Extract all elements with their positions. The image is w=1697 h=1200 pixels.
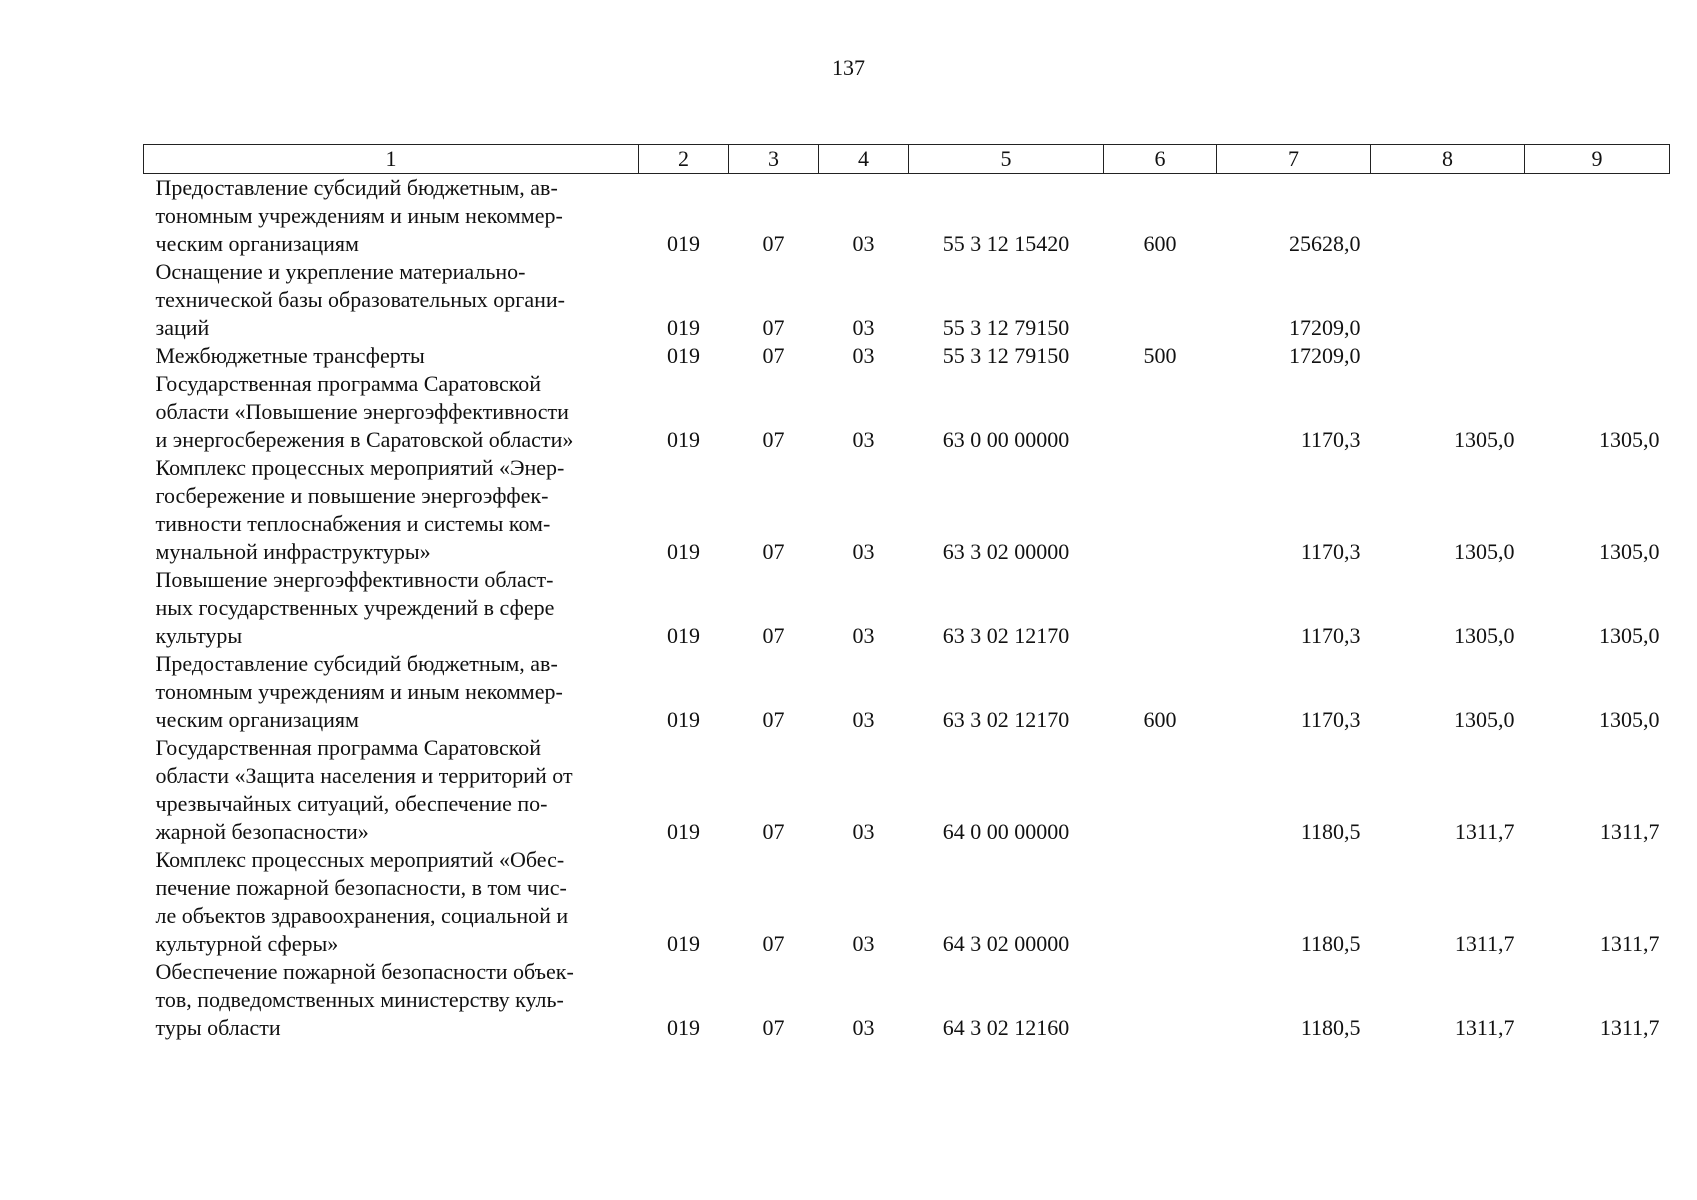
cell-col2: 019 — [667, 623, 700, 648]
cell-col4: 03 — [852, 819, 875, 844]
cell-col6: 600 — [1143, 707, 1177, 732]
row-name: Комплекс процессных мероприятий «Обес- печение пожарной безопасности, в том чис- ле объектов здравоохранения, социальной и культурной сферы» — [155, 847, 569, 956]
cell-col4: 03 — [852, 707, 875, 732]
cell-col8: 1305,0 — [1454, 623, 1515, 648]
cell-col7: 17209,0 — [1289, 315, 1361, 340]
cell-col8 — [1371, 174, 1525, 259]
cell-col2: 019 — [667, 343, 700, 368]
table-row — [144, 846, 1670, 958]
cell-col6: 500 — [1143, 343, 1177, 368]
cell-col6 — [1104, 734, 1217, 846]
cell-col7: 1180,5 — [1300, 1015, 1361, 1040]
cell-col7: 1180,5 — [1300, 819, 1361, 844]
cell-col5: 64 3 02 00000 — [942, 931, 1070, 956]
column-header: 9 — [1525, 145, 1670, 174]
cell-col2: 019 — [667, 707, 700, 732]
cell-col8: 1311,7 — [1454, 819, 1515, 844]
cell-col5: 55 3 12 79150 — [942, 343, 1070, 368]
row-name: Оснащение и укрепление материально- технической базы образовательных органи- заций — [155, 259, 565, 340]
cell-col7: 1170,3 — [1300, 623, 1361, 648]
cell-col9 — [1525, 258, 1670, 342]
column-header: 5 — [909, 145, 1104, 174]
cell-col6 — [1104, 370, 1217, 454]
cell-col2: 019 — [667, 231, 700, 256]
cell-col4: 03 — [852, 343, 875, 368]
row-name: Обеспечение пожарной безопасности объек- тов, подведомственных министерству куль- туры области — [155, 959, 574, 1040]
column-header: 7 — [1217, 145, 1371, 174]
cell-col9: 1311,7 — [1599, 931, 1660, 956]
cell-col6 — [1104, 566, 1217, 650]
cell-col9: 1305,0 — [1599, 539, 1660, 564]
cell-col7: 1170,3 — [1300, 707, 1361, 732]
cell-col4: 03 — [852, 623, 875, 648]
cell-col2: 019 — [667, 931, 700, 956]
cell-col9 — [1525, 174, 1670, 259]
cell-col8 — [1371, 258, 1525, 342]
cell-col4: 03 — [852, 931, 875, 956]
cell-col3: 07 — [762, 623, 785, 648]
cell-col2: 019 — [667, 1015, 700, 1040]
cell-col8: 1305,0 — [1454, 707, 1515, 732]
cell-col8 — [1371, 342, 1525, 370]
cell-col3: 07 — [762, 1015, 785, 1040]
cell-col4: 03 — [852, 231, 875, 256]
cell-col6 — [1104, 258, 1217, 342]
budget-table — [143, 144, 1670, 1042]
cell-col4: 03 — [852, 1015, 875, 1040]
cell-col9: 1311,7 — [1599, 819, 1660, 844]
table-row — [144, 342, 1670, 370]
row-name: Межбюджетные трансферты — [155, 343, 425, 368]
table-row — [144, 174, 1670, 259]
table-row — [144, 566, 1670, 650]
column-header: 4 — [819, 145, 909, 174]
cell-col7: 1170,3 — [1300, 427, 1361, 452]
table-row — [144, 370, 1670, 454]
row-name: Комплекс процессных мероприятий «Энер- госбережение и повышение энергоэффек- тивности теплоснабжения и системы ком- мунальной инфраструктуры» — [155, 455, 565, 564]
cell-col9 — [1525, 342, 1670, 370]
cell-col2: 019 — [667, 315, 700, 340]
cell-col6 — [1104, 846, 1217, 958]
column-header: 8 — [1371, 145, 1525, 174]
cell-col8: 1305,0 — [1454, 539, 1515, 564]
table-row — [144, 958, 1670, 1042]
cell-col3: 07 — [762, 315, 785, 340]
column-header: 1 — [144, 145, 639, 174]
cell-col7: 1180,5 — [1300, 931, 1361, 956]
table-row — [144, 258, 1670, 342]
column-header: 2 — [639, 145, 729, 174]
cell-col4: 03 — [852, 539, 875, 564]
row-name: Предоставление субсидий бюджетным, ав- тономным учреждениям и иным некоммер- ческим организациям — [155, 175, 563, 256]
table-row — [144, 650, 1670, 734]
row-name: Государственная программа Саратовской области «Повышение энергоэффективности и энергосбережения в Саратовской области» — [155, 371, 574, 452]
cell-col4: 03 — [852, 427, 875, 452]
cell-col5: 63 3 02 00000 — [942, 539, 1070, 564]
cell-col8: 1305,0 — [1454, 427, 1515, 452]
cell-col2: 019 — [667, 819, 700, 844]
cell-col9: 1305,0 — [1599, 707, 1660, 732]
cell-col9: 1311,7 — [1599, 1015, 1660, 1040]
cell-col5: 63 0 00 00000 — [942, 427, 1070, 452]
row-name: Предоставление субсидий бюджетным, ав- тономным учреждениям и иным некоммер- ческим организациям — [155, 651, 563, 732]
cell-col5: 63 3 02 12170 — [942, 623, 1070, 648]
column-header: 3 — [729, 145, 819, 174]
table-header-row — [144, 145, 1670, 174]
page-number: 137 — [832, 55, 865, 80]
cell-col5: 64 0 00 00000 — [942, 819, 1070, 844]
cell-col8: 1311,7 — [1454, 931, 1515, 956]
cell-col3: 07 — [762, 231, 785, 256]
cell-col5: 55 3 12 79150 — [942, 315, 1070, 340]
cell-col2: 019 — [667, 427, 700, 452]
cell-col3: 07 — [762, 931, 785, 956]
cell-col6 — [1104, 958, 1217, 1042]
cell-col6: 600 — [1143, 231, 1177, 256]
column-header: 6 — [1104, 145, 1217, 174]
cell-col4: 03 — [852, 315, 875, 340]
cell-col9: 1305,0 — [1599, 623, 1660, 648]
cell-col9: 1305,0 — [1599, 427, 1660, 452]
cell-col3: 07 — [762, 539, 785, 564]
cell-col7: 25628,0 — [1289, 231, 1361, 256]
table-row — [144, 454, 1670, 566]
row-name: Государственная программа Саратовской области «Защита населения и территорий от чрезвычайных ситуаций, обеспечение по- жарной безопасности» — [155, 735, 573, 844]
cell-col3: 07 — [762, 343, 785, 368]
cell-col7: 1170,3 — [1300, 539, 1361, 564]
cell-col5: 55 3 12 15420 — [942, 231, 1070, 256]
cell-col8: 1311,7 — [1454, 1015, 1515, 1040]
cell-col3: 07 — [762, 819, 785, 844]
row-name: Повышение энергоэффективности област- ных государственных учреждений в сфере культуры — [155, 567, 555, 648]
cell-col2: 019 — [667, 539, 700, 564]
cell-col3: 07 — [762, 427, 785, 452]
cell-col5: 64 3 02 12160 — [942, 1015, 1070, 1040]
cell-col5: 63 3 02 12170 — [942, 707, 1070, 732]
cell-col6 — [1104, 454, 1217, 566]
table-row — [144, 734, 1670, 846]
cell-col3: 07 — [762, 707, 785, 732]
cell-col7: 17209,0 — [1289, 343, 1361, 368]
